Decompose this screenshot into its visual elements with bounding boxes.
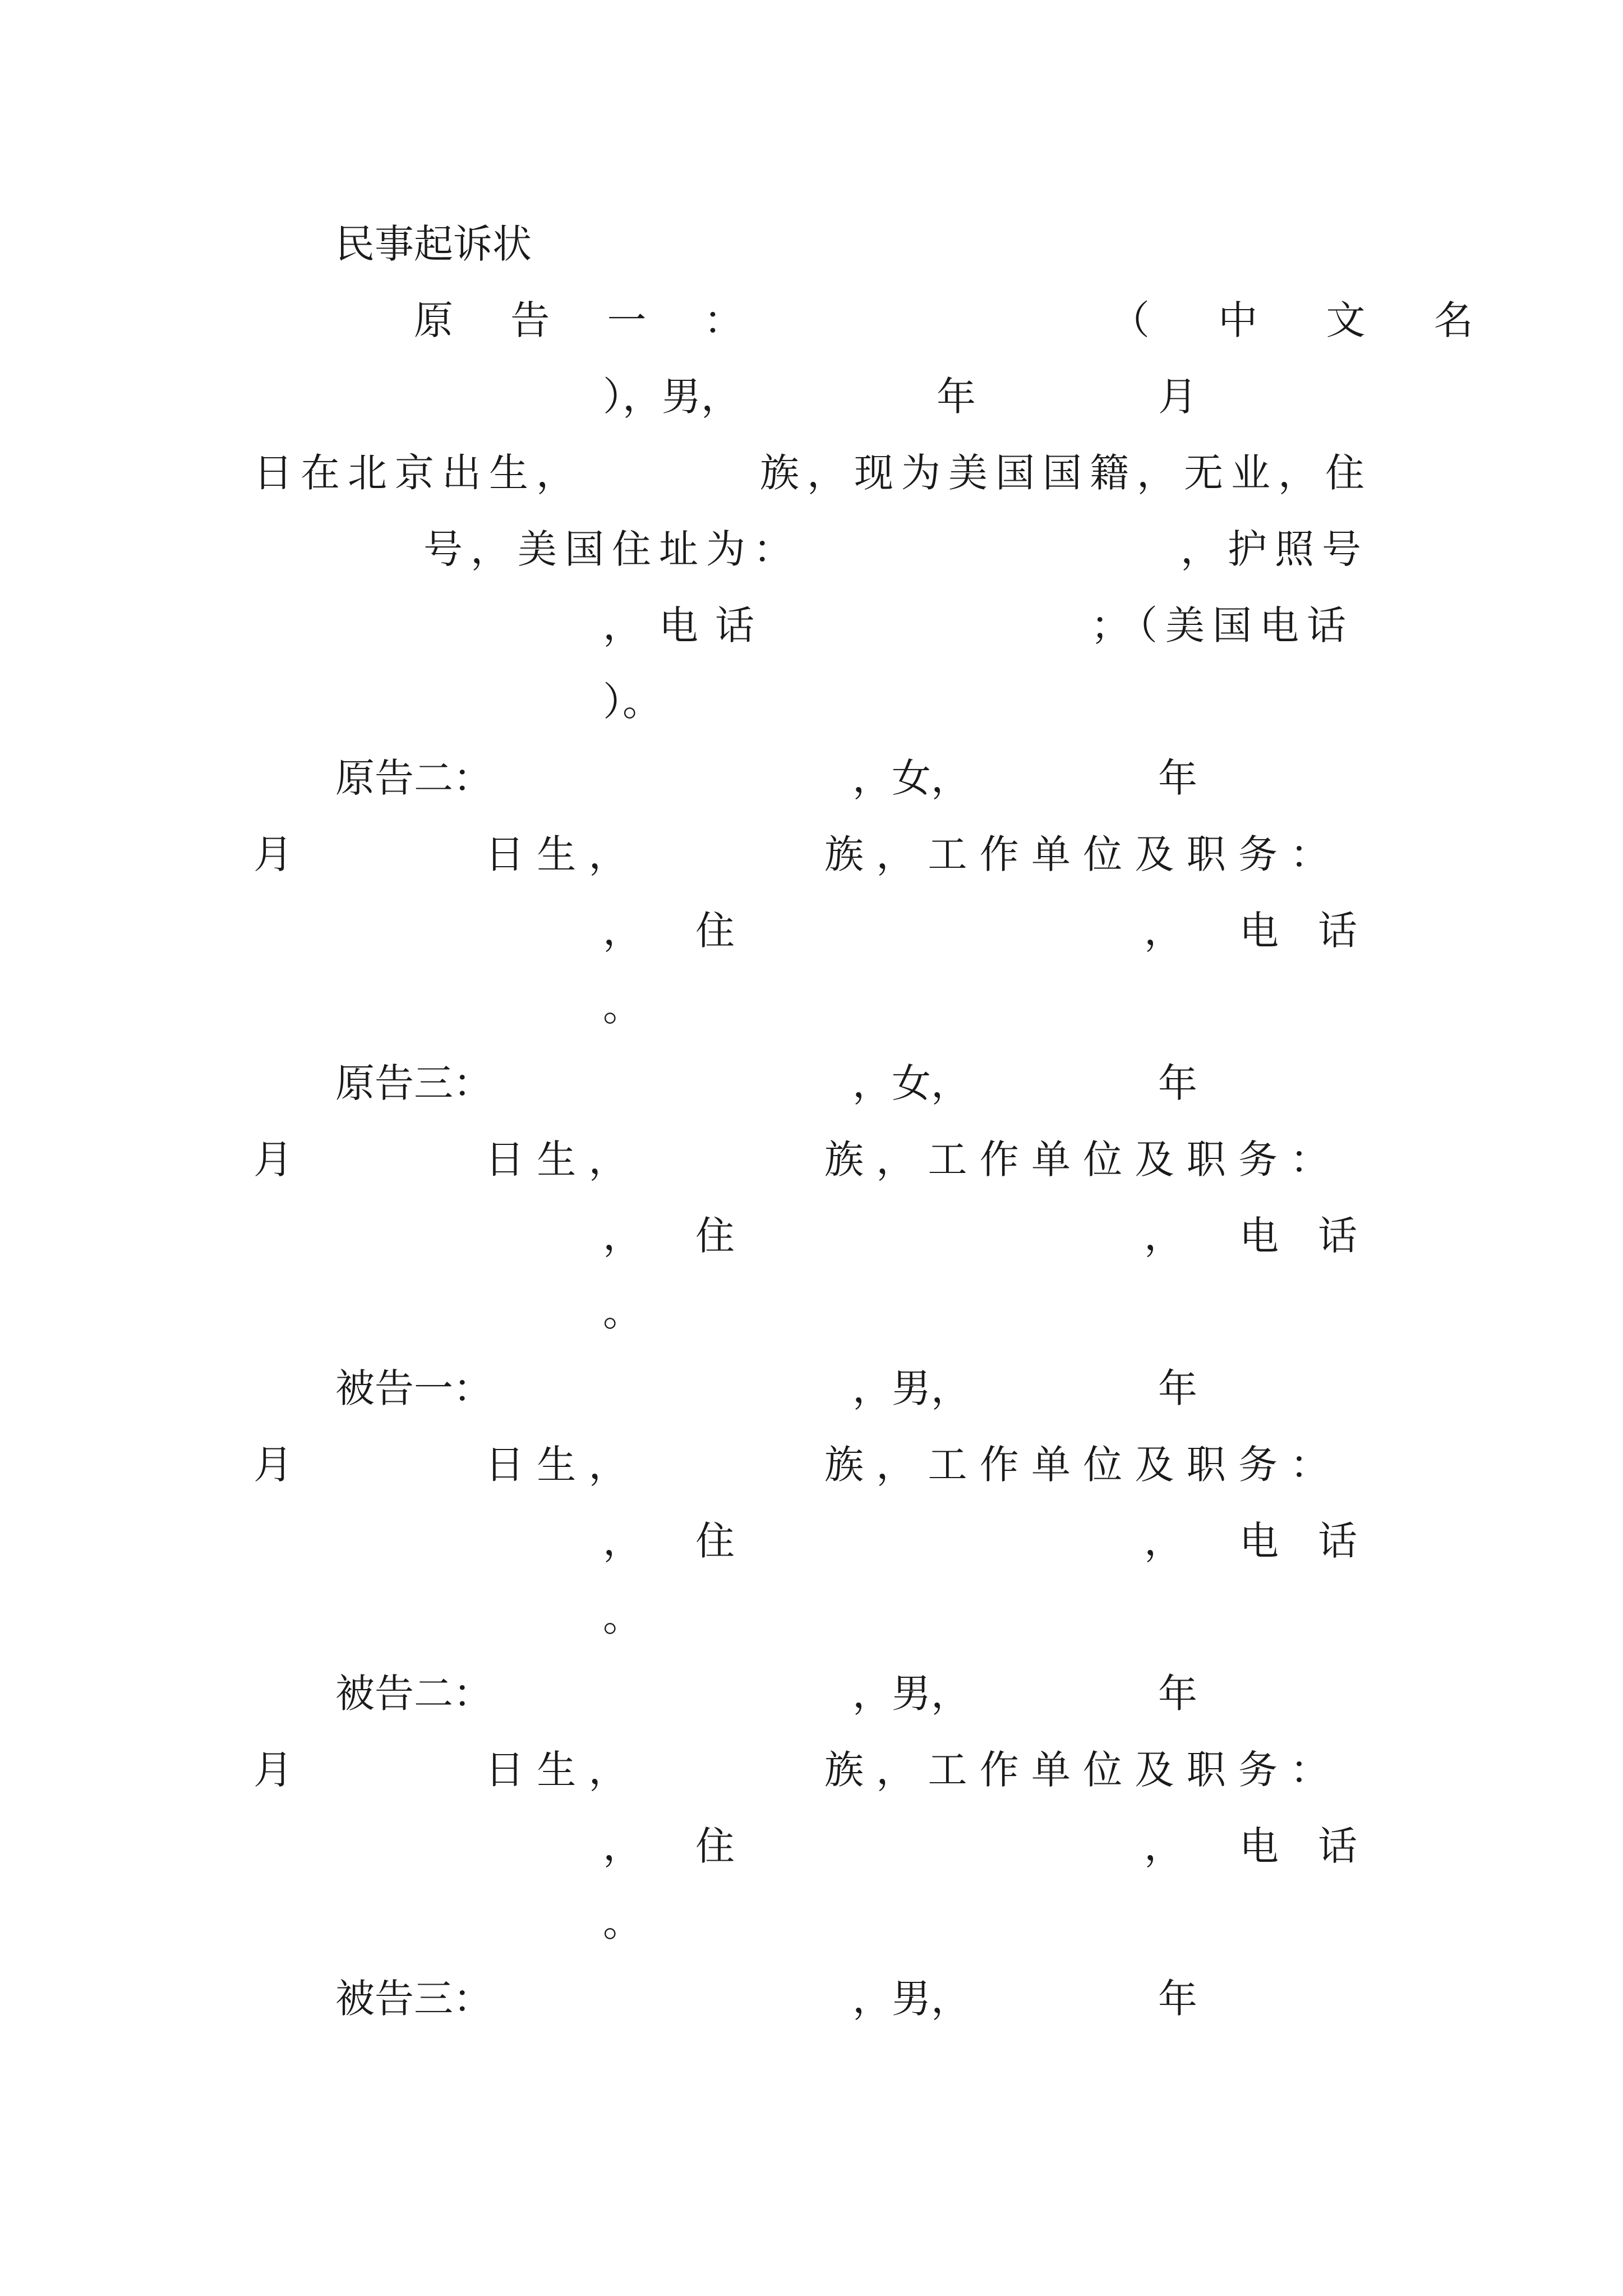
plaintiff1-ethnic-nationality: 族，现为美国国籍，无业，住 (760, 450, 1372, 496)
party-label: 被告一： (335, 1365, 492, 1411)
party-gender: ，女， (852, 755, 970, 801)
party-comma-2: ， (1144, 1823, 1183, 1869)
party-comma: ， (603, 1823, 642, 1869)
party-gender: ，女， (852, 1060, 970, 1106)
party-ethnic-work: 族 ， 工 作 单 位 及 职 务 ： (824, 1442, 1330, 1488)
plaintiff1-month: 月 (1158, 374, 1197, 420)
party-comma: ， (603, 908, 642, 954)
party-year: 年 (1158, 1060, 1197, 1106)
party-ethnic-work: 族 ， 工 作 单 位 及 职 务 ： (824, 831, 1330, 877)
party-ethnic-work: 族 ， 工 作 单 位 及 职 务 ： (824, 1747, 1330, 1793)
party-address-label: 住 (695, 1823, 735, 1869)
party-day-born: 日 生 ， (485, 831, 628, 877)
plaintiff1-year: 年 (937, 374, 976, 420)
plaintiff1-label: 原 告 一 ： (414, 297, 766, 343)
party-comma-2: ， (1144, 1213, 1183, 1259)
party-end: 。 (603, 1594, 642, 1640)
party-day-born: 日 生 ， (485, 1747, 628, 1793)
defendant3-year: 年 (1158, 1976, 1197, 2022)
plaintiff1-phone-label: ，电话 (603, 602, 771, 648)
party-address-label: 住 (695, 1213, 735, 1259)
party-month: 月 (253, 1442, 293, 1488)
plaintiff1-gender: ），男， (603, 374, 740, 420)
party-day-born: 日 生 ， (485, 1442, 628, 1488)
plaintiff1-us-phone-label: ；（美国电话 (1091, 602, 1354, 648)
plaintiff1-chinese-name-open: （ 中 文 名 (1110, 297, 1501, 343)
party-month: 月 (253, 1747, 293, 1793)
party-phone-label: 电 话 (1239, 1213, 1357, 1259)
party-label: 原告三： (335, 1060, 492, 1106)
party-ethnic-work: 族 ， 工 作 单 位 及 职 务 ： (824, 1137, 1330, 1182)
party-address-label: 住 (695, 908, 735, 954)
party-year: 年 (1158, 1365, 1197, 1411)
party-phone-label: 电 话 (1239, 908, 1357, 954)
party-phone-label: 电 话 (1239, 1518, 1357, 1564)
party-month: 月 (253, 1137, 293, 1182)
party-end: 。 (603, 984, 642, 1030)
party-address-label: 住 (695, 1518, 735, 1564)
party-gender: ，男， (852, 1365, 970, 1411)
party-year: 年 (1158, 1671, 1197, 1717)
plaintiff1-passport-label: ，护照号 (1181, 526, 1369, 572)
party-gender: ，男， (852, 1671, 970, 1717)
party-comma: ， (603, 1518, 642, 1564)
party-end: 。 (603, 1899, 642, 1945)
plaintiff1-close: ）。 (603, 679, 662, 725)
document-title: 民事起诉状 (335, 221, 532, 267)
party-label: 被告二： (335, 1671, 492, 1717)
plaintiff1-us-address-label: 号，美国住址为： (423, 526, 800, 572)
party-month: 月 (253, 831, 293, 877)
party-phone-label: 电 话 (1239, 1823, 1357, 1869)
party-day-born: 日 生 ， (485, 1137, 628, 1182)
defendant3-gender: ，男， (852, 1976, 970, 2022)
party-year: 年 (1158, 755, 1197, 801)
party-comma: ， (603, 1213, 642, 1259)
party-end: 。 (603, 1289, 642, 1335)
party-comma-2: ， (1144, 1518, 1183, 1564)
defendant3-label: 被告三： (335, 1976, 492, 2022)
party-comma-2: ， (1144, 908, 1183, 954)
party-label: 原告二： (335, 755, 492, 801)
plaintiff1-birthplace: 日在北京出生， (253, 450, 583, 496)
